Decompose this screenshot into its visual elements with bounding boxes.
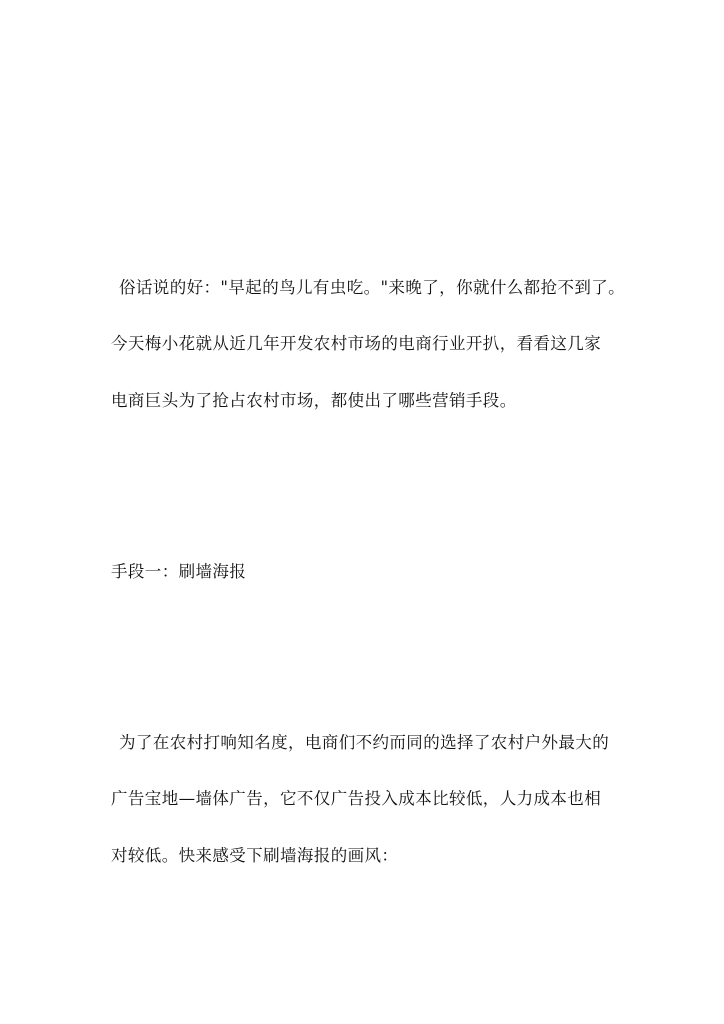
paragraph-2-line-1: 为了在农村打响知名度，电商们不约而同的选择了农村户外最大的 xyxy=(119,733,610,752)
paragraph-1-line-2: 今天梅小花就从近几年开发农村市场的电商行业开扒，看看这几家 xyxy=(111,334,602,353)
paragraph-2-line-3: 对较低。快来感受下刷墙海报的画风： xyxy=(111,846,399,865)
paragraph-2-line-2: 广告宝地—墙体广告，它不仅广告投入成本比较低，人力成本也相 xyxy=(111,789,602,808)
section-heading: 手段一：刷墙海报 xyxy=(111,562,247,581)
paragraph-1-line-3: 电商巨头为了抢占农村市场，都使出了哪些营销手段。 xyxy=(111,391,517,410)
paragraph-1-line-1: 俗话说的好："早起的鸟儿有虫吃。"来晚了，你就什么都抢不到了。 xyxy=(119,278,626,297)
